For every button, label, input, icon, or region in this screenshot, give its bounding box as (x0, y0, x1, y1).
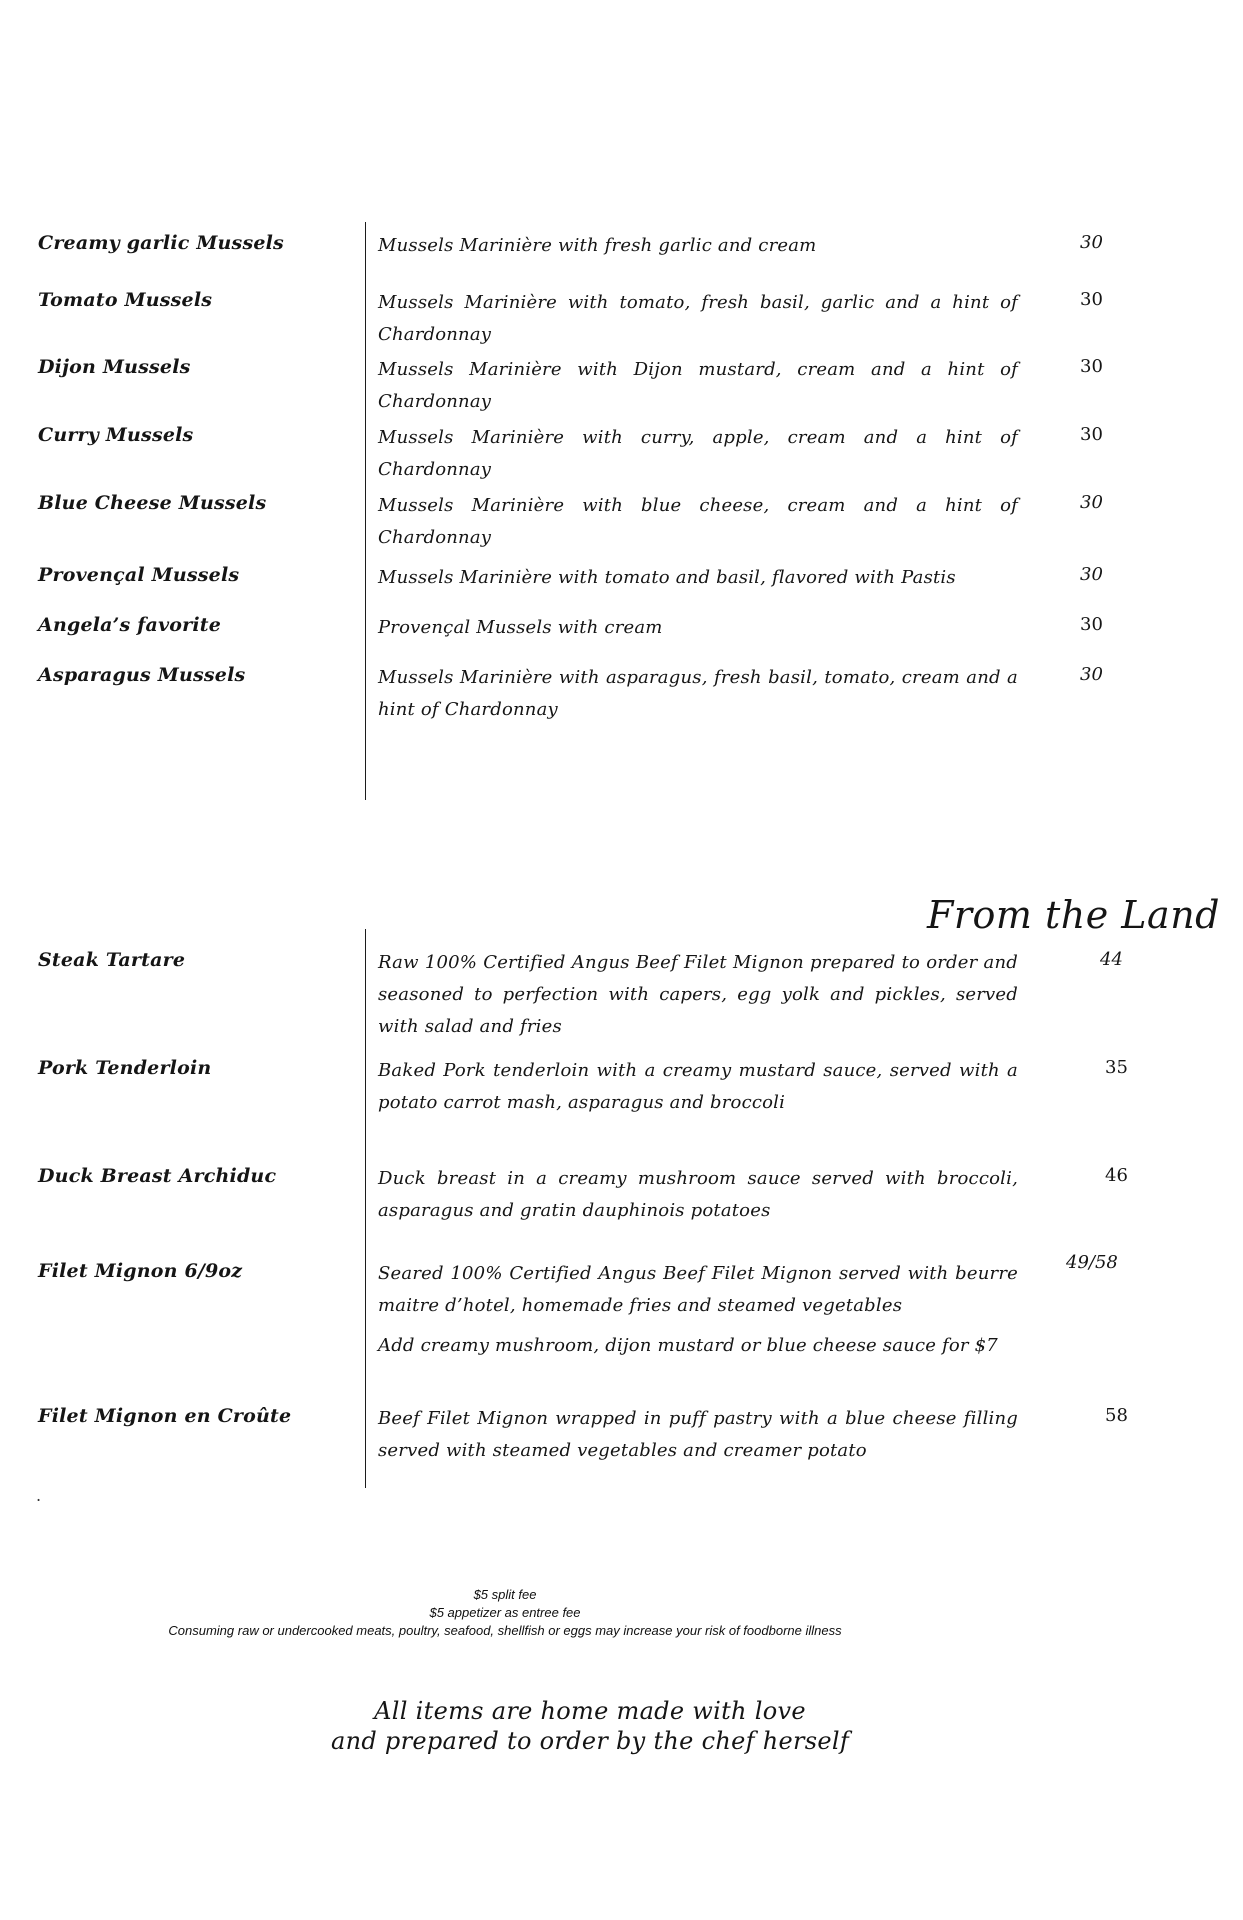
dish-price: 30 (1080, 289, 1103, 310)
health-warning: Consuming raw or undercooked meats, poultry, seafood, shellfish or eggs may increase your risk of foodborne illness (168, 1623, 842, 1638)
land-column-divider (365, 929, 366, 1488)
dish-price: 30 (1080, 664, 1103, 685)
dish-description: Mussels Marinière with tomato and basil, flavored with Pastis (378, 567, 956, 588)
dish-name: Asparagus Mussels (38, 664, 246, 686)
dish-price: 46 (1105, 1165, 1128, 1186)
mussels-column-divider (365, 222, 366, 800)
dish-price: 49/58 (1066, 1252, 1118, 1273)
dish-description: Mussels Marinière with blue cheese, cream and a hint of Chardonnay (378, 495, 1018, 548)
appetizer-fee-note: $5 appetizer as entree fee (429, 1605, 581, 1620)
dish-price: 35 (1105, 1057, 1128, 1078)
tagline-line-2: and prepared to order by the chef herself (330, 1727, 850, 1755)
dish-name: Angela’s favorite (38, 614, 222, 636)
split-fee-note: $5 split fee (473, 1587, 537, 1602)
dish-description: Mussels Marinière with Dijon mustard, cream and a hint of Chardonnay (378, 359, 1018, 412)
dish-name: Dijon Mussels (38, 356, 191, 378)
dish-description: Mussels Marinière with fresh garlic and cream (378, 235, 817, 256)
dish-name: Tomato Mussels (38, 289, 213, 311)
dish-name: Curry Mussels (38, 424, 194, 446)
dish-description: Mussels Marinière with tomato, fresh basil, garlic and a hint of Chardonnay (378, 292, 1018, 345)
dish-name: Filet Mignon en Croûte (38, 1405, 292, 1427)
dish-description: Beef Filet Mignon wrapped in puff pastry with a blue cheese filling served with steamed vegetables and creamer potato (378, 1408, 1018, 1461)
chef-tagline (0, 1696, 1180, 1756)
dish-description: Seared 100% Certified Angus Beef Filet Mignon served with beurre maitre d’hotel, homemade fries and steamed vegetables (378, 1263, 1018, 1316)
stray-period-mark: . (36, 1486, 42, 1505)
dish-description: Mussels Marinière with asparagus, fresh basil, tomato, cream and a hint of Chardonnay (378, 667, 1018, 720)
dish-price: 44 (1100, 949, 1123, 970)
dish-name: Creamy garlic Mussels (38, 232, 284, 254)
dish-description: Provençal Mussels with cream (378, 617, 663, 638)
dish-name: Duck Breast Archiduc (38, 1165, 277, 1187)
footer-notes (0, 1586, 1010, 1640)
dish-description: Baked Pork tenderloin with a creamy mustard sauce, served with a potato carrot mash, asparagus and broccoli (378, 1060, 1018, 1113)
dish-price: 30 (1080, 564, 1103, 585)
dish-name: Provençal Mussels (38, 564, 240, 586)
dish-price: 30 (1080, 232, 1103, 253)
dish-description: Mussels Marinière with curry, apple, cream and a hint of Chardonnay (378, 427, 1018, 480)
dish-description: Duck breast in a creamy mushroom sauce served with broccoli, asparagus and gratin dauphinois potatoes (378, 1168, 1018, 1221)
dish-name: Filet Mignon 6/9oz (38, 1260, 243, 1282)
dish-name: Pork Tenderloin (38, 1057, 212, 1079)
dish-name: Blue Cheese Mussels (38, 492, 267, 514)
dish-price: 30 (1080, 614, 1103, 635)
section-heading: From the Land (926, 893, 1220, 937)
dish-price: 58 (1105, 1405, 1128, 1426)
dish-price: 30 (1080, 356, 1103, 377)
dish-note: Add creamy mushroom, dijon mustard or blue cheese sauce for $7 (378, 1335, 998, 1356)
dish-price: 30 (1080, 492, 1103, 513)
tagline-line-1: All items are home made with love (374, 1697, 806, 1725)
dish-description: Raw 100% Certified Angus Beef Filet Mignon prepared to order and seasoned to perfection with capers, egg yolk and pickles, served with salad and fries (378, 952, 1018, 1037)
dish-price: 30 (1080, 424, 1103, 445)
dish-name: Steak Tartare (38, 949, 186, 971)
